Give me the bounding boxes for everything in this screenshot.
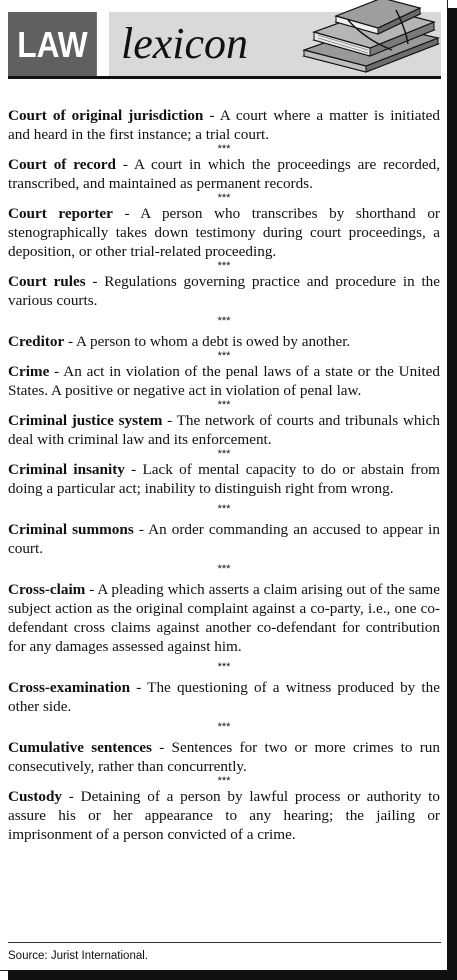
- footer-rule: [8, 942, 441, 943]
- glossary-definition: - The questioning of a witness produced by the other side.: [8, 679, 440, 715]
- source-credit: Source: Jurist International.: [8, 950, 148, 962]
- glossary-entry: [8, 787, 440, 844]
- glossary-definition: - A court where a matter is initiated and heard in the first instance; a trial court.: [8, 107, 440, 143]
- glossary-entry: [8, 106, 440, 144]
- glossary-entry: [8, 520, 440, 558]
- stacked-books-icon: [296, 0, 446, 78]
- glossary-list: [8, 106, 440, 844]
- glossary-definition: - Detaining of a person by lawful process or authority to assure his or her appearance to any hearing; the jailing or imprisonment of a person convicted of a crime.: [8, 788, 440, 843]
- glossary-definition: - Lack of mental capacity to do or abstain from doing a particular act; inability to distinguish right from wrong.: [8, 461, 440, 497]
- glossary-term: Cross-claim: [8, 581, 86, 598]
- lexicon-label: lexicon: [121, 19, 249, 68]
- law-label: LAW: [8, 12, 97, 78]
- glossary-definition: - Regulations governing practice and procedure in the various courts.: [8, 273, 440, 309]
- entry-separator: ***: [217, 721, 231, 733]
- glossary-entry: [8, 580, 440, 656]
- glossary-entry: [8, 411, 440, 449]
- glossary-term: Criminal summons: [8, 521, 134, 538]
- glossary-entry: [8, 332, 440, 351]
- glossary-term: Court of original jurisdiction: [8, 107, 204, 124]
- entry-separator: ***: [217, 315, 231, 327]
- glossary-term: Cumulative sentences: [8, 739, 152, 756]
- entry-separator: ***: [217, 260, 231, 272]
- glossary-term: Creditor: [8, 333, 65, 350]
- glossary-term: Court of record: [8, 156, 116, 173]
- glossary-definition: - A person to whom a debt is owed by another.: [64, 333, 351, 350]
- masthead-rule: [8, 76, 441, 79]
- glossary-entry: [8, 272, 440, 310]
- glossary-entry: [8, 362, 440, 400]
- entry-separator: ***: [217, 661, 231, 673]
- glossary-entry: [8, 204, 440, 261]
- entry-separator: ***: [217, 563, 231, 575]
- entry-separator: ***: [217, 399, 231, 411]
- glossary-definition: - A court in which the proceedings are recorded, transcribed, and maintained as permanent records.: [8, 156, 441, 192]
- glossary-entry: [8, 738, 440, 776]
- glossary-definition: - The network of courts and tribunals which deal with criminal law and its enforcement.: [8, 412, 440, 448]
- entry-separator: ***: [217, 448, 231, 460]
- glossary-definition: - Sentences for two or more crimes to run consecutively, rather than concurrently.: [8, 739, 440, 775]
- frame-shadow-bottom: [8, 970, 457, 980]
- glossary-term: Criminal justice system: [8, 412, 163, 429]
- glossary-term: Court reporter: [8, 205, 113, 222]
- glossary-term: Cross-examination: [8, 679, 131, 696]
- masthead: [8, 8, 441, 78]
- glossary-definition: - A pleading which asserts a claim arising out of the same subject action as the original complaint against a co-party, i.e., one co-defendant cross claims against another co-defendant for contribution for any damages assessed against him.: [8, 581, 440, 655]
- entry-separator: ***: [217, 192, 231, 204]
- glossary-entry: [8, 460, 440, 498]
- entry-separator: ***: [217, 503, 231, 515]
- glossary-entry: [8, 678, 440, 716]
- entry-separator: ***: [217, 775, 231, 787]
- glossary-definition: - An act in violation of the penal laws of a state or the United States. A positive or negative act in violation of penal law.: [8, 363, 440, 399]
- entry-separator: ***: [217, 350, 231, 362]
- glossary-term: Custody: [8, 788, 63, 805]
- glossary-term: Crime: [8, 363, 50, 380]
- frame-shadow-right: [447, 8, 457, 980]
- glossary-term: Criminal insanity: [8, 461, 125, 478]
- entry-separator: ***: [217, 143, 231, 155]
- glossary-definition: - A person who transcribes by shorthand or stenographically takes down testimony during court proceedings, a deposition, or other trial-related proceeding.: [8, 205, 440, 260]
- glossary-entry: [8, 155, 440, 193]
- glossary-definition: - An order commanding an accused to appear in court.: [8, 521, 440, 557]
- glossary-term: Court rules: [8, 273, 86, 290]
